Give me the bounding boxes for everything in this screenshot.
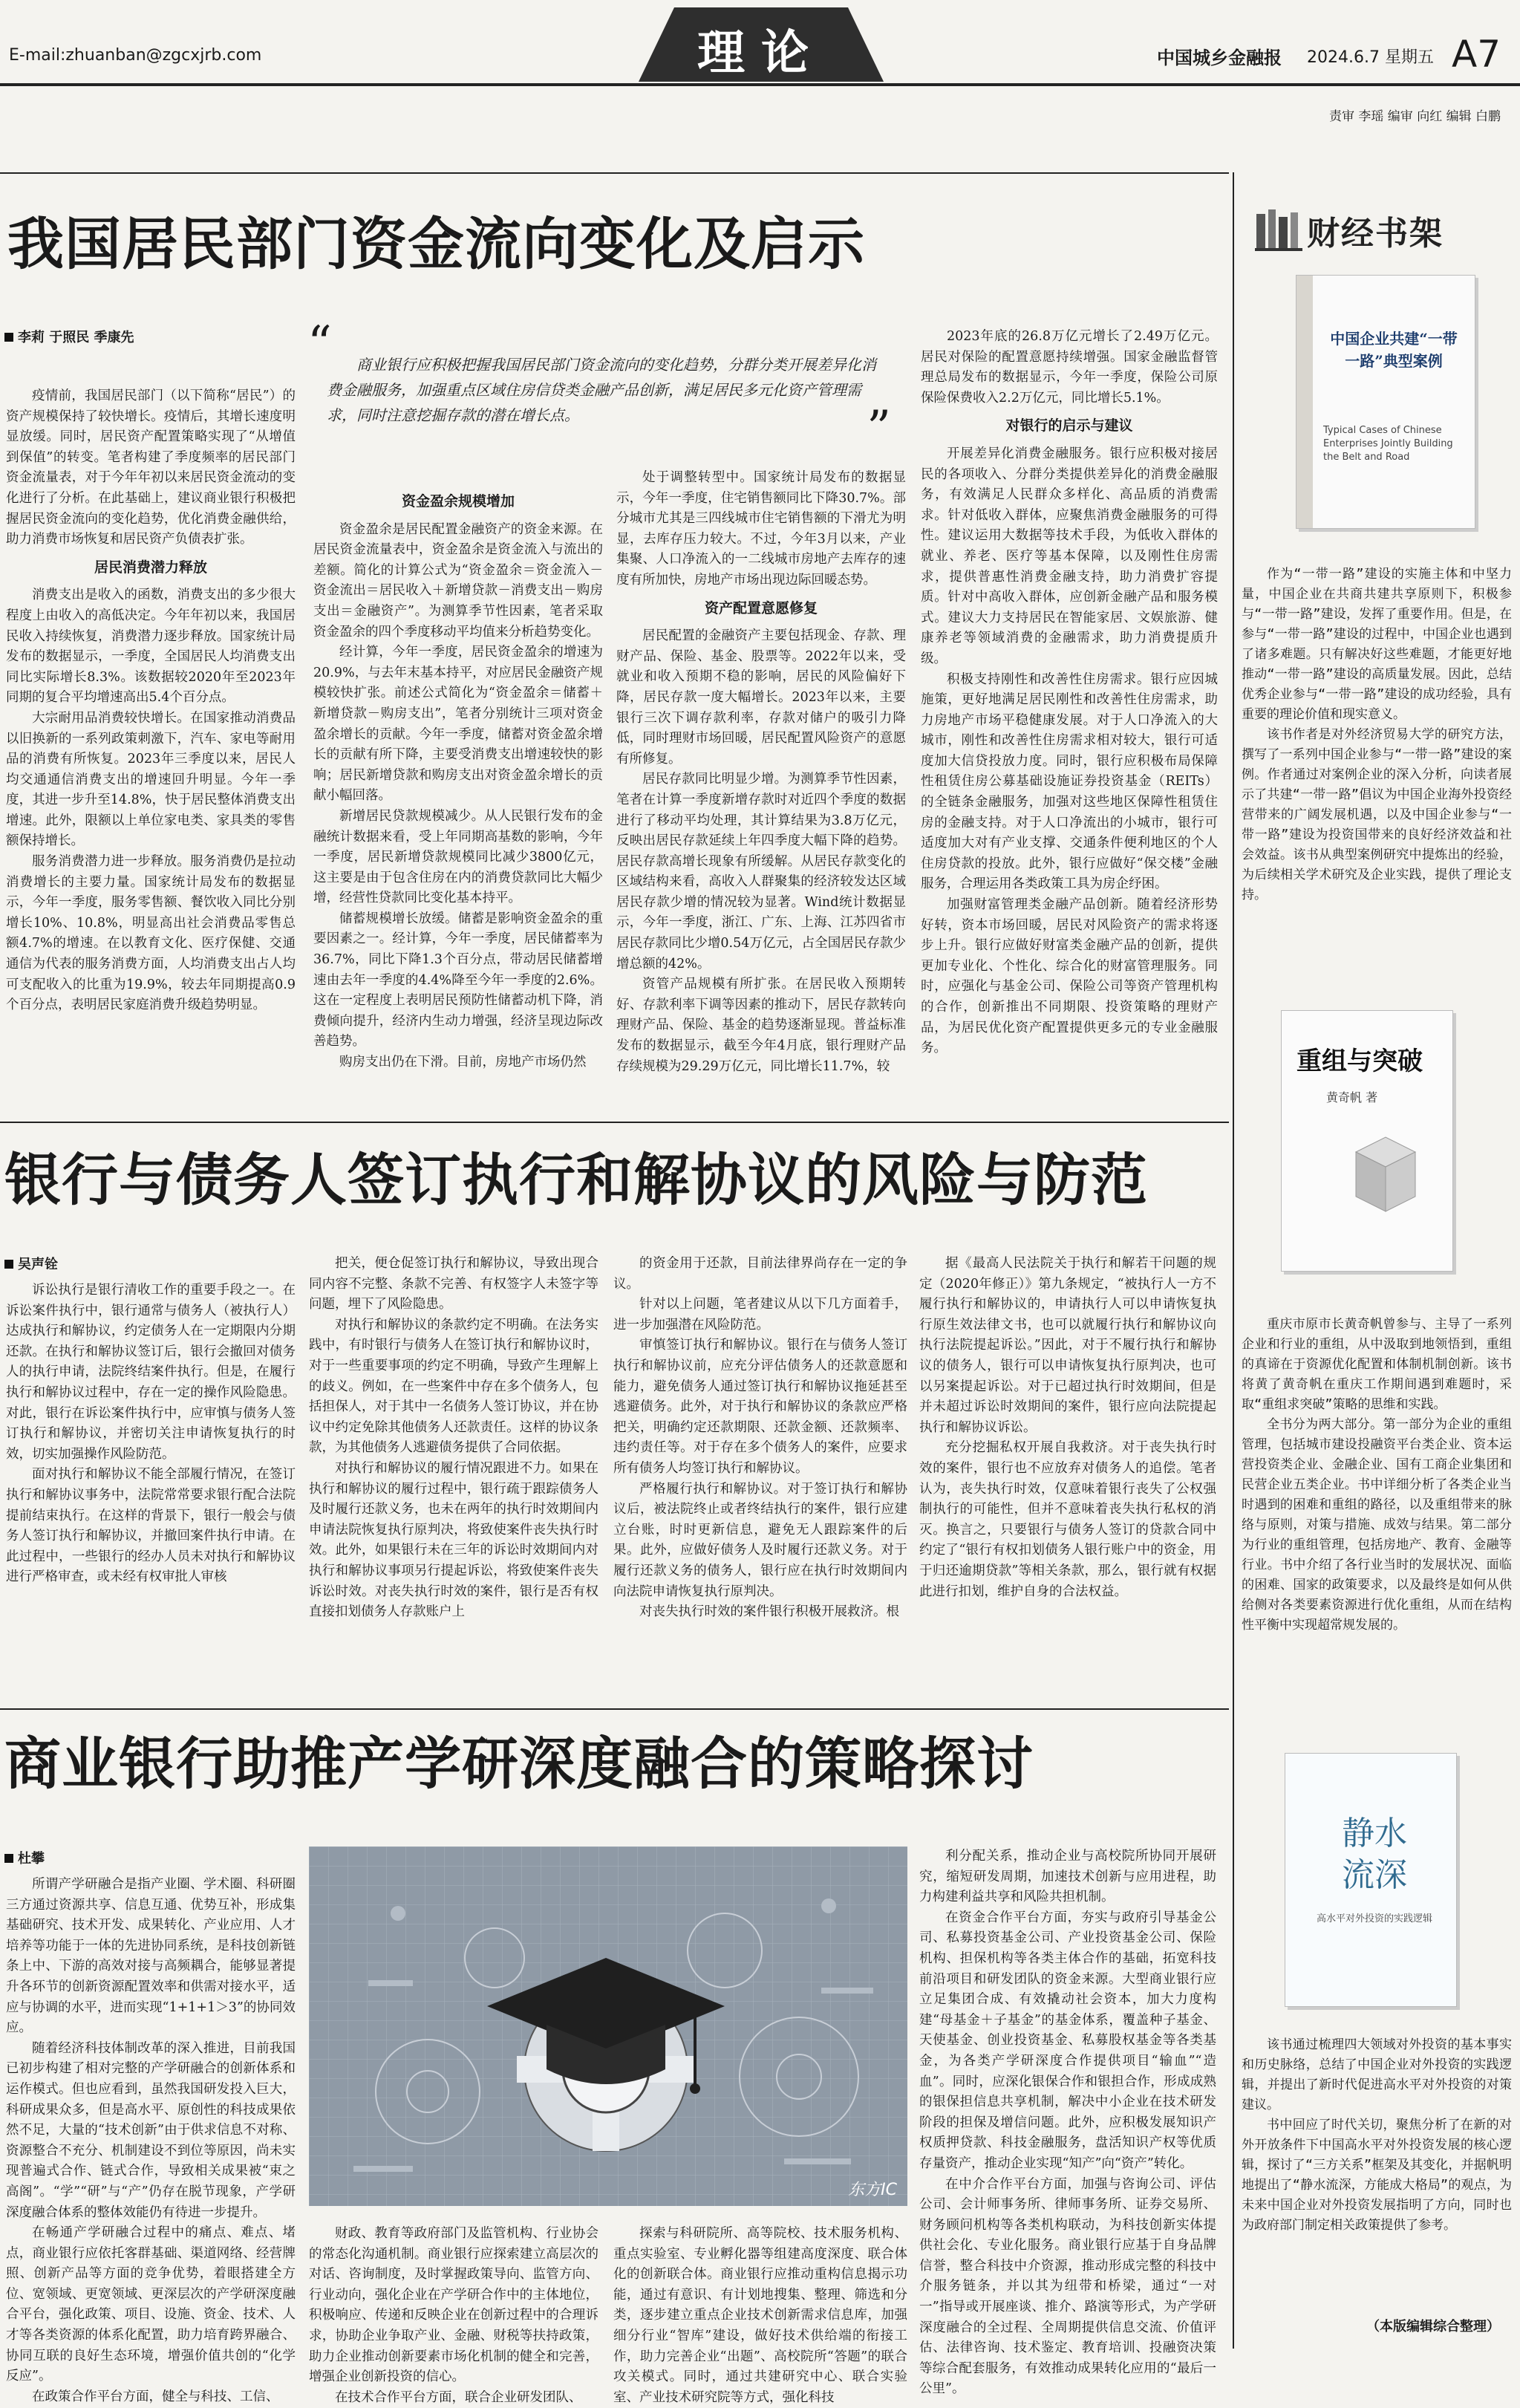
paragraph: 重庆市原市长黄奇帆曾参与、主导了一系列企业和行业的重组，从中汲取到地领悟到，重组的真谛在于资源优化配置和体制机制创新。该书将黄了黄奇帆在重庆工作期间遇到难题时，采取“重组求突破”策略的思维和实践。 <box>1242 1317 1512 1412</box>
article2-column-2 <box>309 1254 598 1693</box>
sidebar-divider <box>1233 172 1234 2349</box>
book2-review <box>1242 1315 1512 1716</box>
book2-cover-title: 重组与突破 <box>1296 1047 1423 1076</box>
article2-column-1 <box>6 1281 296 1693</box>
book2-cover <box>1281 1010 1453 1272</box>
article2-title: 银行与债务人签订执行和解协议的风险与防范 <box>4 1147 1148 1213</box>
paragraph: 疫情前，我国居民部门（以下简称“居民”）的资产规模保持了较快增长。疫情后，其增长速度明显放缓。同时，居民资产配置策略实现了“从增值到保值”的转变。笔者构建了季度频率的居民部门资金流量表，对于今年年初以来居民资金流动的变化进行了分析。在此基础上，建议商业银行积极把握居民资金流向的变化趋势，优化消费金融供给，助力消费市场恢复和居民资产负债表扩张。 <box>6 388 296 547</box>
paragraph: 审慎签订执行和解协议。银行在与债务人签订执行和解协议前，应充分评估债务人的还款意愿和能力，避免债务人通过签订执行和解协议拖延甚至逃避债务。此外，对于执行和解协议的条款应严格把关，明确约定还款期限、还款金额、还款频率、违约责任等。对于存在多个债务人的案件，应要求所有债务人均签订执行和解协议。 <box>613 1338 907 1476</box>
header-page-number: A7 <box>1452 33 1501 76</box>
article1-column-2 <box>313 484 603 1116</box>
sidebar-title: 财经书架 <box>1307 215 1444 253</box>
paragraph: 购房支出仍在下滑。目前，房地产市场仍然 <box>339 1055 587 1070</box>
paragraph: 据《最高人民法院关于执行和解若干问题的规定（2020年修正）》第九条规定，“被执行人一方不履行执行和解协议的，申请执行人可以申请恢复执行原生效法律文书，也可以就履行执行和解协议向执行法院提起诉讼。”因此，对于不履行执行和解协议的债务人，银行可以申请恢复执行原判决，也可以另案提起诉讼。对于已超过执行时效期间，但是并未超过诉讼时效期间的案件，银行应向法院提起执行和解协议诉讼。 <box>919 1256 1216 1435</box>
paragraph: 消费支出是收入的函数，消费支出的多少很大程度上由收入的高低决定。今年年初以来，我国居民收入持续恢复，消费潜力逐步释放。国家统计局发布的数据显示，一季度，全国居民人均消费支出同比实际增长8.3%。该数据较2020年至2023年同期的复合平均增速高出5.4个百分点。 <box>6 588 296 706</box>
paragraph: 经计算，今年一季度，居民资金盈余的增速为20.9%，与去年末基本持平，对应居民金融资产规模较快扩张。前述公式简化为“资金盈余＝储蓄＋新增贷款－购房支出”，笔者分别统计三项对资金盈余增长的贡献。今年一季度，储蓄对资金盈余增长的贡献有所下降，主要受消费支出增速较快的影响；居民新增贷款和购房支出对资金盈余增长的贡献小幅回落。 <box>313 645 603 804</box>
article1-title: 我国居民部门资金流向变化及启示 <box>7 211 865 277</box>
header-date: 2024.6.7 星期五 <box>1307 48 1434 67</box>
book1-cover-subtitle: Typical Cases of Chinese Enterprises Jointly Building the Belt and Road <box>1323 425 1453 463</box>
book2-cube-graphic <box>1341 1122 1430 1226</box>
quote-open-icon: “ <box>307 316 332 371</box>
paragraph: 2023年底的26.8万亿元增长了2.49万亿元。居民对保险的配置意愿持续增强。国家金融监督管理总局发布的数据显示，今年一季度，保险公司原保险保费收入2.2万亿元，同比增长5.1%。 <box>921 329 1218 406</box>
article1-subhead-4: 对银行的启示与建议 <box>1005 417 1133 435</box>
article3-column-3 <box>613 2224 907 2405</box>
article1-quote-box <box>304 316 906 461</box>
paragraph: 积极支持刚性和改善性住房需求。银行应因城施策，更好地满足居民刚性和改善性住房需求，助力房地产市场平稳健康发展。对于人口净流入的大城市，刚性和改善性住房需求相对较大，银行可适度加大信贷投放力度。同时，银行应积极布局保障性租赁住房公募基础设施证券投资基金（REITs）的全链条金融服务，加强对这些地区保障性租赁住房的金融支持。对于人口净流出的小城市，银行可适度加大对有产业支撑、交通条件便利地区的个人住房贷款的投放。此外，银行应做好“保交楼”金融服务，合理运用各类政策工具为房企纾困。 <box>921 671 1218 892</box>
paragraph: 在政策合作平台方面，健全与科技、工信、 <box>32 2389 279 2404</box>
book3-cover-subtitle: 高水平对外投资的实践逻辑 <box>1316 1913 1432 1924</box>
book2-cover-author: 黄奇帆 著 <box>1326 1090 1378 1104</box>
book3-cover <box>1285 1753 1457 2007</box>
article3-column-1 <box>6 1875 296 2404</box>
image-credit: 东方IC <box>848 2181 897 2199</box>
header-rule <box>0 83 1520 86</box>
paragraph: 居民配置的金融资产主要包括现金、存款、理财产品、保险、基金、股票等。2022年以来，受就业和收入预期不稳的影响，居民的风险偏好下降，居民存款一度大幅增长。2023年以来，主要银行三次下调存款利率，存款对储户的吸引力降低，同时理财市场回暖，居民配置风险资产的意愿有所修复。 <box>616 628 906 767</box>
paragraph: 严格履行执行和解协议。对于签订执行和解协议后，被法院终止或者终结执行的案件，银行应建立台账，时时更新信息，避免无人跟踪案件的后果。此外，应做好债务人及时履行还款义务。对于履行还款义务的债务人，银行应在执行时效期间内向法院申请恢复执行原判决。 <box>613 1481 907 1599</box>
paragraph: 处于调整转型中。国家统计局发布的数据显示，今年一季度，住宅销售额同比下降30.7%。部分城市尤其是三四线城市住宅销售额的下滑尤为明显，去库存压力较大。不过，今年3月以来，产业集聚、人口净流入的一二线城市房地产去库存的速度有所加快，房地产市场出现边际回暖态势。 <box>616 470 906 588</box>
article3-column-4 <box>919 1846 1216 2397</box>
book1-cover <box>1296 275 1475 529</box>
section-title: 理论 <box>697 26 825 81</box>
article3-image <box>309 1846 907 2206</box>
paragraph: 针对以上问题，笔者建议从以下几方面着手，进一步加强潜在风险防范。 <box>613 1297 907 1332</box>
paragraph: 诉讼执行是银行清收工作的重要手段之一。在诉讼案件执行中，银行通常与债务人（被执行人）达成执行和解协议，约定债务人在一定期限内分期还款。在执行和解协议签订后，银行会撤回对债务人的执行申请，法院终结案件执行。但是，在履行执行和解协议过程中，存在一定的操作风险隐患。对此，银行在诉讼案件执行中，应审慎与债务人签订执行和解协议，并密切关注申请恢复执行的时效，切实加强操作风险防范。 <box>6 1283 296 1462</box>
paragraph: 在畅通产学研融合过程中的痛点、难点、堵点，商业银行应依托客群基础、渠道网络、经营牌照、创新产品等方面的竞争优势，着眼搭建全方位、宽领域、更宽领域、更深层次的产学研深度融合平台，强化政策、项目、设施、资金、技术、人才等各类资源的体系化配置，助力培育跨界融合、协同互联的良好生态环境，增强价值共创的“化学反应”。 <box>6 2225 296 2384</box>
article3-authors: 杜攀 <box>4 1848 45 1867</box>
paragraph: 居民存款同比明显少增。为测算季节性因素，笔者在计算一季度新增存款时对近四个季度的数据进行了移动平均处理，其计算结果为3.8万亿元，反映出居民存款延续上年四季度大幅下降的趋势。居民存款高增长现象有所缓解。从居民存款变化的区域结构来看，高收入人群聚集的经济较发达区域居民存款少增的情况较为显著。Wind统计数据显示，今年一季度，浙江、广东、上海、江苏四省市居民存款同比少增0.54万亿元，占全国居民存款少增总额的42%。 <box>616 772 906 972</box>
quote-close-icon: ” <box>867 401 891 456</box>
header-paper-name: 中国城乡金融报 <box>1157 47 1282 68</box>
sidebar-header <box>1255 202 1507 254</box>
paragraph: 储蓄规模增长放缓。储蓄是影响资金盈余的重要因素之一。经计算，今年一季度，居民储蓄率为36.7%，同比下降1.3个百分点，带动居民储蓄增速由去年一季度的4.4%降至今年一季度的2.6%。这在一定程度上表明居民预防性储蓄动机下降，消费倾向提升，经济内生动力增强，经济呈现边际改善趋势。 <box>313 911 603 1050</box>
header-rule-thin <box>0 172 1229 174</box>
paragraph: 对执行和解协议的条款约定不明确。在法务实践中，有时银行与债务人在签订执行和解协议时，对于一些重要事项的约定不明确，导致产生理解上的歧义。例如，在一些案件中存在多个债务人，包括担保人，对于其中一名债务人签订协议，并在协议中约定免除其他债务人还款责任。这样的协议条款，为其他债务人逃避债务提供了合同依据。 <box>309 1317 598 1456</box>
paragraph: 大宗耐用品消费较快增长。在国家推动消费品以旧换新的一系列政策刺激下，汽车、家电等耐用品的消费有所恢复。2023年三季度以来，居民人均交通通信消费支出的增速回升明显。今年一季度，其进一步升至14.8%，快于居民整体消费支出增速。此外，限额以上单位家电类、家具类的零售额保持增长。 <box>6 710 296 849</box>
book3-cover-title: 静水流深 <box>1342 1815 1407 1894</box>
paragraph: 的资金用于还款，目前法律界尚存在一定的争议。 <box>613 1256 907 1292</box>
paragraph: 对执行和解协议的履行情况跟进不力。如果在执行和解协议的履行过程中，银行疏于跟踪债务人及时履行还款义务，也未在两年的执行时效期间内申请法院恢复执行原判决，将致使案件丧失执行时效。此外，如果银行未在三年的诉讼时效期间内对执行和解协议事项另行提起诉讼，将致使案件丧失诉讼时效。对丧失执行时效的案件，银行是否有权直接扣划债务人存款账户上 <box>309 1460 598 1620</box>
paragraph: 利分配关系，推动企业与高校院所协同开展研究，缩短研发周期，加速技术创新与应用进程，助力构建利益共享和风险共担机制。 <box>919 1849 1216 1905</box>
graduation-gears-illustration <box>309 1846 907 2206</box>
book3-review <box>1242 2035 1512 2303</box>
bookshelf-icon <box>1255 206 1314 251</box>
article3-column-2 <box>309 2224 598 2405</box>
book1-review <box>1242 564 1512 980</box>
article2-column-4 <box>919 1254 1216 1693</box>
article1-bottom-rule <box>0 1122 1229 1123</box>
article1-subhead-1: 居民消费潜力释放 <box>94 559 207 576</box>
header-section-tab <box>639 7 884 82</box>
paragraph: 在技术合作平台方面，联合企业研发团队、 <box>335 2389 582 2405</box>
paragraph: 加强财富管理类金融产品创新。随着经济形势好转，资本市场回暖，居民对风险资产的需求将逐步上升。银行应做好财富类金融产品的创新，提供更加专业化、个性化、综合化的财富管理服务。同时，应强化与基金公司、保险公司等资产管理机构的合作，创新推出不同期限、投资策略的理财产品，为居民优化资产配置提供更多元的专业金融服务。 <box>921 897 1218 1056</box>
article2-bottom-rule <box>0 1708 1229 1710</box>
paragraph: 在中介合作平台方面，加强与咨询公司、评估公司、会计师事务所、律师事务所、证券交易所、财务顾问机构等各类机构联动，为科技创新实体提供社会化、专业化服务。商业银行应基于自身品牌信誉，整合科技中介资源，推动形成完整的科技中介服务链条，并以其为纽带和桥梁，通过“一对一”指导或开展座谈、推介、路演等形式，为产学研深度融合的全过程、全周期提供信息交流、价值评估、法律咨询、技术鉴定、教育培训、投融资决策等综合配套服务，有效推动成果转化应用的“最后一公里”。 <box>919 2176 1216 2397</box>
paragraph: 开展差异化消费金融服务。银行应积极对接居民的各项收入、分群分类提供差异化的消费金融服务，有效满足人民群众多样化、高品质的消费需求。针对低收入群体，应聚焦消费金融服务的可得性。建议运用大数据等技术手段，为低收入群体的就业、养老、医疗等基本保障，以及刚性住房需求，提供普惠性消费金融支持，助力消费扩容提质。针对中高收入群体，应创新金融产品和服务模式。建议大力支持居民在智能家居、文娱旅游、健康养老等领域消费的金融需求，助力消费提质升级。 <box>921 446 1218 666</box>
paragraph: 所谓产学研融合是指产业圈、学术圈、科研圈三方通过资源共享、信息互通、优势互补，形成集基础研究、技术开发、成果转化、产业应用、人才培养等功能于一体的先进协同系统，是科技创新链条上中、下游的高效对接与高频耦合，能够显著提升各环节的创新资源配置效率和供需对接水平，适应与协调的水平，进而实现“1+1+1＞3”的协同效应。 <box>6 1877 296 2036</box>
paragraph: 作为“一带一路”建设的实施主体和中坚力量，中国企业在共商共建共享原则下，积极参与“一带一路”建设，发挥了重要作用。但是，在参与“一带一路”建设的过程中，中国企业也遇到了诸多难题。只有解决好这些难题，才能更好地推动“一带一路”建设的高质量发展。因此，总结优秀企业参与“一带一路”建设的成功经验，具有重要的理论价值和现实意义。 <box>1242 567 1512 722</box>
book1-cover-title: 中国企业共建“一带一路”典型案例 <box>1330 330 1458 370</box>
book1-spine <box>1296 276 1313 528</box>
paragraph: 随着经济科技体制改革的深入推进，目前我国已初步构建了相对完整的产学研融合的创新体系和运作模式。但也应看到，虽然我国研发投入巨大，科研成果众多，但是高水平、原创性的科技成果依然不足，大量的“技术创新”由于供求信息不对称、资源整合不充分、机制建设不到位等原因，尚未实现普遍式合作、链式合作，导致相关成果被“束之高阁”。“学”“研”与“产”仍存在脱节现象，产学研深度融合体系的整体效能仍有待进一步提升。 <box>6 2040 296 2220</box>
page-footer-note: （本版编辑综合整理） <box>1366 2319 1500 2334</box>
article1-column-4 <box>921 327 1218 1114</box>
article1-subhead-3: 资产配置意愿修复 <box>704 599 818 616</box>
article1-subhead-2: 资金盈余规模增加 <box>401 493 515 510</box>
paragraph: 该书通过梳理四大领域对外投资的基本事实和历史脉络，总结了中国企业对外投资的实践逻辑，并提出了新时代促进高水平对外投资的对策建议。 <box>1242 2037 1512 2112</box>
article2-column-3 <box>613 1254 907 1693</box>
paragraph: 探索与科研院所、高等院校、技术服务机构、重点实验室、专业孵化器等组建高度深度、联合体化的创新联合体。商业银行应推动重构信息揭示功能，通过有意识、有计划地搜集、整理、筛选和分类，逐步建立重点企业技术创新需求信息库，加强细分行业“智库”建设，做好技术供给端的衔接工作，助力完善企业“出题”、高校院所“答题”的联合攻关模式。同时，通过共建研究中心、联合实验室、产业技术研究院等方式，强化科技 <box>613 2226 907 2405</box>
paragraph: 面对执行和解协议不能全部履行情况，在签订执行和解协议事务中，法院常常要求银行配合法院提前结束执行。在这样的背景下，银行一般会与债务人签订执行和解协议，并撤回案件执行申请。在此过程中，一些银行的经办人员未对执行和解协议进行严格审查，或未经有权审批人审核 <box>6 1467 296 1585</box>
paragraph: 新增居民贷款规模减少。从人民银行发布的金融统计数据来看，受上年同期高基数的影响，今年一季度，居民新增贷款规模同比减少3800亿元，这主要是由于包含住房在内的消费贷款同比大幅少增，经营性贷款同比变化基本持平。 <box>313 808 603 906</box>
paragraph: 把关，便仓促签订执行和解协议，导致出现合同内容不完整、条款不完善、有权签字人未签字等问题，埋下了风险隐患。 <box>309 1256 598 1312</box>
article3-title: 商业银行助推产学研深度融合的策略探讨 <box>4 1731 1034 1797</box>
paragraph: 该书作者是对外经济贸易大学的研究方法，撰写了一系列中国企业参与“一带一路”建设的案例。作者通过对案例企业的深入分析，向读者展示了共建“一带一路”倡议为中国企业海外投资经营带来的广阔发展机遇，以及中国企业参与“一带一路”建设为投资国带来的良好经济效益和社会效益。该书从典型案例研究中提炼出的经验，为后续相关学术研究及企业实践，提供了理论支持。 <box>1242 727 1512 902</box>
paragraph: 资金盈余是居民配置金融资产的资金来源。在居民资金流量表中，资金盈余是资金流入与流出的差额。简化的计算公式为“资金盈余＝资金流入－资金流出＝居民收入＋新增贷款－消费支出－购房支出＝金融资产”。为测算季节性因素，笔者采取资金盈余的四个季度移动平均值来分析趋势变化。 <box>313 521 603 640</box>
paragraph: 在资金合作平台方面，夯实与政府引导基金公司、私募投资基金公司、产业投资基金公司、保险机构、担保机构等各类主体合作的基础，拓宽科技前沿项目和研发团队的资金来源。大型商业银行应立足集团合成、有效撬动社会资本，加大力度构建“母基金＋子基金”的基金体系，覆盖种子基金、天使基金、创业投资基金、私募股权基金等各类基金，为各类产学研深度合作提供项目“输血”“造血”。同时，应深化银保合作和银担合作，形成成熟的银保担信息共享机制，解决中小企业在技术研发阶段的担保及增信问题。此外，应积极发展知识产权质押贷款、科技金融服务，盘活知识产权等优质存量资产，推动企业实现“知产”向“资产”转化。 <box>919 1910 1216 2171</box>
article2-authors: 吴声铨 <box>4 1254 58 1273</box>
article1-column-3 <box>616 468 906 1116</box>
article1-authors: 李莉 于照民 季康先 <box>4 327 134 346</box>
paragraph: 资管产品规模有所扩张。在居民收入预期转好、存款利率下调等因素的推动下，居民存款转向理财产品、保险、基金的趋势逐渐显现。普益标准发布的数据显示，截至今年4月底，银行理财产品存续规模为29.29万亿元，同比增长11.7%，较 <box>616 977 906 1074</box>
header-editors: 责审 李瑶 编审 向红 编辑 白鹏 <box>1329 109 1501 124</box>
paragraph: 对丧失执行时效的案件银行积极开展救济。根 <box>639 1604 899 1620</box>
paragraph: 服务消费潜力进一步释放。服务消费仍是拉动消费增长的主要力量。国家统计局发布的数据显示，今年一季度，服务零售额、餐饮收入同比分别增长10%、10.8%，明显高出社会消费品零售总额4.7%的增速。在以教育文化、医疗保健、交通通信为代表的服务消费方面，人均消费支出占人均可支配收入的比重为19.9%，较去年同期提高0.9个百分点，表明居民家庭消费升级趋势明显。 <box>6 854 296 1013</box>
paragraph: 书中回应了时代关切，聚焦分析了在新的对外开放条件下中国高水平对外投资发展的核心逻辑，探讨了“三方关系”框架及其变化，并据帆明地提出了“静水流深，方能成大格局”的观点，为未来中国企业对外投资发展指明了方向，同时也为政府部门制定相关政策提供了参考。 <box>1242 2118 1512 2233</box>
article1-quote-text: 商业银行应积极把握我国居民部门资金流向的变化趋势，分群分类开展差异化消费金融服务，加强重点区域住房信贷类金融产品创新，满足居民多元化资产管理需求，同时注意挖掘存款的潜在增长点。 <box>327 356 876 424</box>
paragraph: 充分挖掘私权开展自我救济。对于丧失执行时效的案件，银行也不应放弃对债务人的追偿。笔者认为，丧失执行时效，仅意味着银行丧失了公权强制执行的可能性，但并不意味着丧失执行私权的消灭。换言之，只要银行与债务人签订的贷款合同中约定了“银行有权扣划债务人银行账户中的资金，用于归还逾期贷款”等相关条款，那么，银行就有权据此进行扣划，维护自身的合法权益。 <box>919 1440 1216 1599</box>
paragraph: 全书分为两大部分。第一部分为企业的重组管理，包括城市建设投融资平台类企业、资本运营投资类企业、金融企业、国有工商企业集团和民营企业五类企业。书中详细分析了各类企业当时遇到的困难和重组的路径，以及重组带来的脉络与原则，对策与措施、成效与结果。第二部分为行业的重组管理，包括房地产、教育、金融等行业。书中介绍了各行业当时的发展状况、面临的困难、国家的政策要求，以及最终是如何从供给侧对各类要素资源进行优化重组，从而在结构性平衡中实现超常规发展的。 <box>1242 1417 1512 1633</box>
paragraph: 财政、教育等政府部门及监管机构、行业协会的常态化沟通机制。商业银行应探索建立高层次的对话、咨询制度，及时掌握政策导向、监管方向、行业动向，强化企业在产学研合作中的主体地位，积极响应、传递和反映企业在创新过程中的合理诉求，协助企业争取产业、金融、财税等扶持政策，助力企业推动创新要素市场化机制的健全和完善，增强企业创新投资的信心。 <box>309 2226 598 2385</box>
header-email: E-mail:zhuanban@zgcxjrb.com <box>9 46 262 65</box>
article1-column-1 <box>6 386 296 1114</box>
